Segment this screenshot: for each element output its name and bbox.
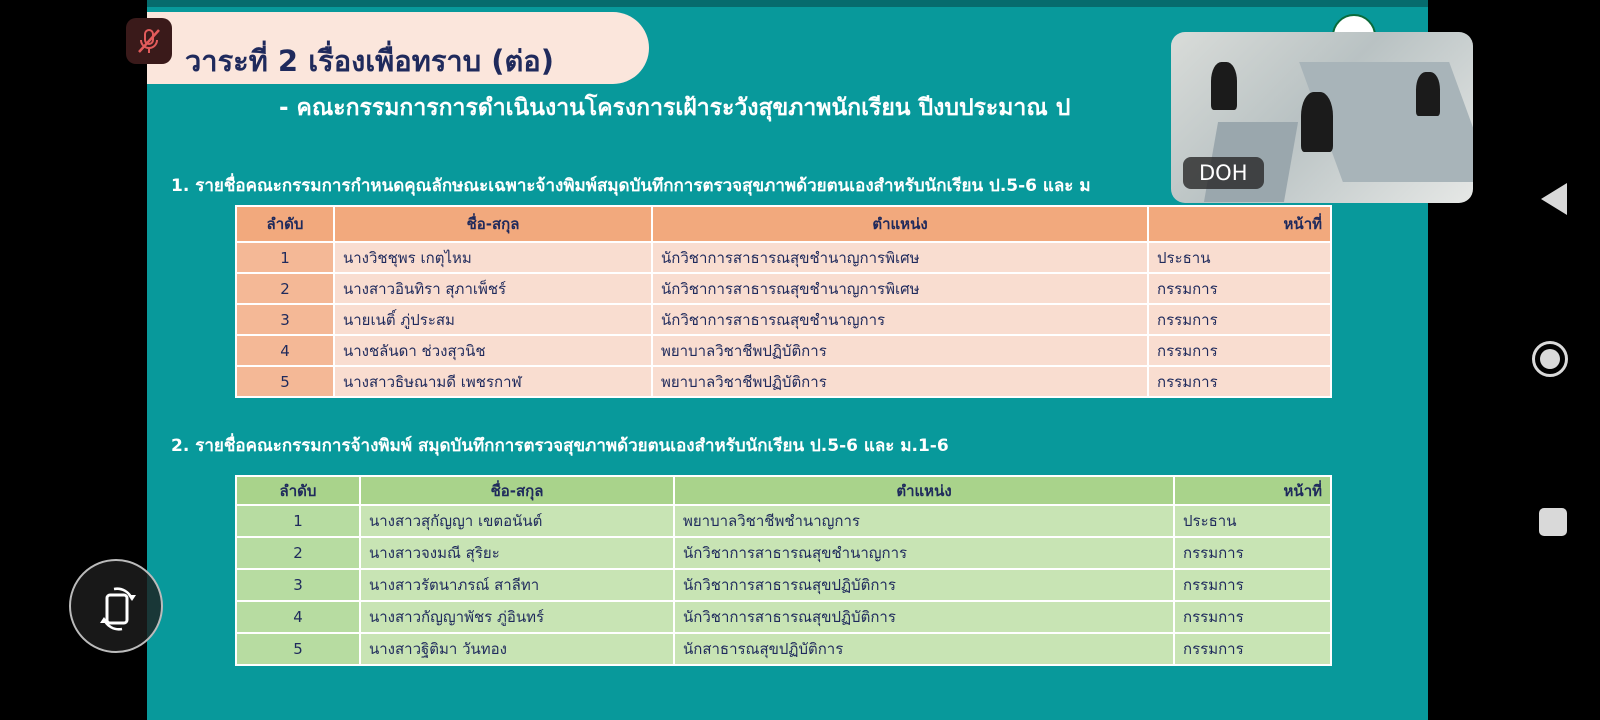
mute-button[interactable] bbox=[126, 18, 172, 64]
cell-duty: ประธาน bbox=[1174, 505, 1331, 537]
cell-no: 1 bbox=[236, 505, 360, 537]
screen-rotate-button[interactable] bbox=[69, 559, 163, 653]
col-header-duty: หน้าที่ bbox=[1174, 476, 1331, 505]
cell-duty: กรรมการ bbox=[1174, 601, 1331, 633]
cell-duty: กรรมการ bbox=[1174, 537, 1331, 569]
cell-name: นางวิชชุพร เกตุไหม bbox=[334, 242, 652, 273]
table-row bbox=[236, 304, 1331, 335]
committee-table-2 bbox=[235, 475, 1332, 666]
col-header-position: ตำแหน่ง bbox=[652, 206, 1148, 242]
cell-duty: ประธาน bbox=[1148, 242, 1331, 273]
col-header-name: ชื่อ-สกุล bbox=[334, 206, 652, 242]
cell-name: นายเนติ์ ภู่ประสม bbox=[334, 304, 652, 335]
cell-no: 5 bbox=[236, 366, 334, 397]
video-person bbox=[1211, 62, 1237, 110]
slide-title: วาระที่ 2 เรื่องเพื่อทราบ (ต่อ) bbox=[185, 44, 554, 78]
table-row bbox=[236, 242, 1331, 273]
cell-name: นางสาวจงมณี สุริยะ bbox=[360, 537, 674, 569]
cell-no: 2 bbox=[236, 537, 360, 569]
cell-position: พยาบาลวิชาชีพชำนาญการ bbox=[674, 505, 1174, 537]
cell-name: นางสาวธิษณามดี เพชรกาฬ bbox=[334, 366, 652, 397]
cell-no: 3 bbox=[236, 569, 360, 601]
cell-name: นางสาวรัตนาภรณ์ สาลีทา bbox=[360, 569, 674, 601]
cell-duty: กรรมการ bbox=[1148, 304, 1331, 335]
cell-name: นางชลันดา ช่วงสุวนิช bbox=[334, 335, 652, 366]
cell-position: นักสาธารณสุขปฏิบัติการ bbox=[674, 633, 1174, 665]
cell-position: นักวิชาการสาธารณสุขชำนาญการ bbox=[674, 537, 1174, 569]
cell-name: นางสาวกัญญาพัชร ภู่อินทร์ bbox=[360, 601, 674, 633]
table-row bbox=[236, 569, 1331, 601]
table-row bbox=[236, 601, 1331, 633]
table-row bbox=[236, 537, 1331, 569]
section1-heading: 1. รายชื่อคณะกรรมการกำหนดคุณลักษณะเฉพาะจ้างพิมพ์สมุดบันทึกการตรวจสุขภาพด้วยตนเองสำหรับนักเรียน ป.5-6 และ ม bbox=[171, 176, 1091, 196]
recent-apps-square-icon[interactable] bbox=[1539, 508, 1567, 536]
cell-position: นักวิชาการสาธารณสุขปฏิบัติการ bbox=[674, 569, 1174, 601]
section2-heading: 2. รายชื่อคณะกรรมการจ้างพิมพ์ สมุดบันทึกการตรวจสุขภาพด้วยตนเองสำหรับนักเรียน ป.5-6 และ ม.1-6 bbox=[171, 436, 949, 456]
committee-table-1 bbox=[235, 205, 1332, 398]
table-row bbox=[236, 273, 1331, 304]
cell-duty: กรรมการ bbox=[1148, 366, 1331, 397]
cell-no: 2 bbox=[236, 273, 334, 304]
back-triangle-icon[interactable] bbox=[1539, 181, 1569, 217]
table-row bbox=[236, 633, 1331, 665]
cell-duty: กรรมการ bbox=[1174, 633, 1331, 665]
col-header-no: ลำดับ bbox=[236, 476, 360, 505]
video-name-label: DOH bbox=[1183, 157, 1264, 189]
slide-top-bar bbox=[147, 0, 1428, 7]
title-banner bbox=[147, 12, 649, 84]
cell-duty: กรรมการ bbox=[1174, 569, 1331, 601]
table-header-row bbox=[236, 476, 1331, 505]
cell-position: พยาบาลวิชาชีพปฏิบัติการ bbox=[652, 335, 1148, 366]
screen-rotate-icon bbox=[96, 583, 140, 633]
cell-position: นักวิชาการสาธารณสุขชำนาญการพิเศษ bbox=[652, 273, 1148, 304]
cell-name: นางสาวสุกัญญา เขตอนันต์ bbox=[360, 505, 674, 537]
video-person bbox=[1301, 92, 1333, 152]
table-header-row bbox=[236, 206, 1331, 242]
video-person bbox=[1416, 72, 1440, 116]
cell-no: 4 bbox=[236, 335, 334, 366]
cell-no: 3 bbox=[236, 304, 334, 335]
cell-name: นางสาวฐิติมา วันทอง bbox=[360, 633, 674, 665]
cell-position: พยาบาลวิชาชีพปฏิบัติการ bbox=[652, 366, 1148, 397]
cell-no: 4 bbox=[236, 601, 360, 633]
table-row bbox=[236, 366, 1331, 397]
participant-video-tile[interactable] bbox=[1171, 32, 1473, 203]
col-header-name: ชื่อ-สกุล bbox=[360, 476, 674, 505]
table-row bbox=[236, 335, 1331, 366]
table-row bbox=[236, 505, 1331, 537]
cell-no: 1 bbox=[236, 242, 334, 273]
cell-no: 5 bbox=[236, 633, 360, 665]
cell-duty: กรรมการ bbox=[1148, 273, 1331, 304]
col-header-position: ตำแหน่ง bbox=[674, 476, 1174, 505]
cell-position: นักวิชาการสาธารณสุขชำนาญการ bbox=[652, 304, 1148, 335]
cell-position: นักวิชาการสาธารณสุขชำนาญการพิเศษ bbox=[652, 242, 1148, 273]
cell-name: นางสาวอินทิรา สุภาเพ็ชร์ bbox=[334, 273, 652, 304]
home-circle-icon[interactable] bbox=[1532, 341, 1568, 377]
microphone-muted-icon bbox=[134, 26, 164, 56]
col-header-no: ลำดับ bbox=[236, 206, 334, 242]
col-header-duty: หน้าที่ bbox=[1148, 206, 1331, 242]
cell-position: นักวิชาการสาธารณสุขปฏิบัติการ bbox=[674, 601, 1174, 633]
slide-subtitle: - คณะกรรมการการดำเนินงานโครงการเฝ้าระวังสุขภาพนักเรียน ปีงบประมาณ ป bbox=[279, 95, 1071, 121]
cell-duty: กรรมการ bbox=[1148, 335, 1331, 366]
